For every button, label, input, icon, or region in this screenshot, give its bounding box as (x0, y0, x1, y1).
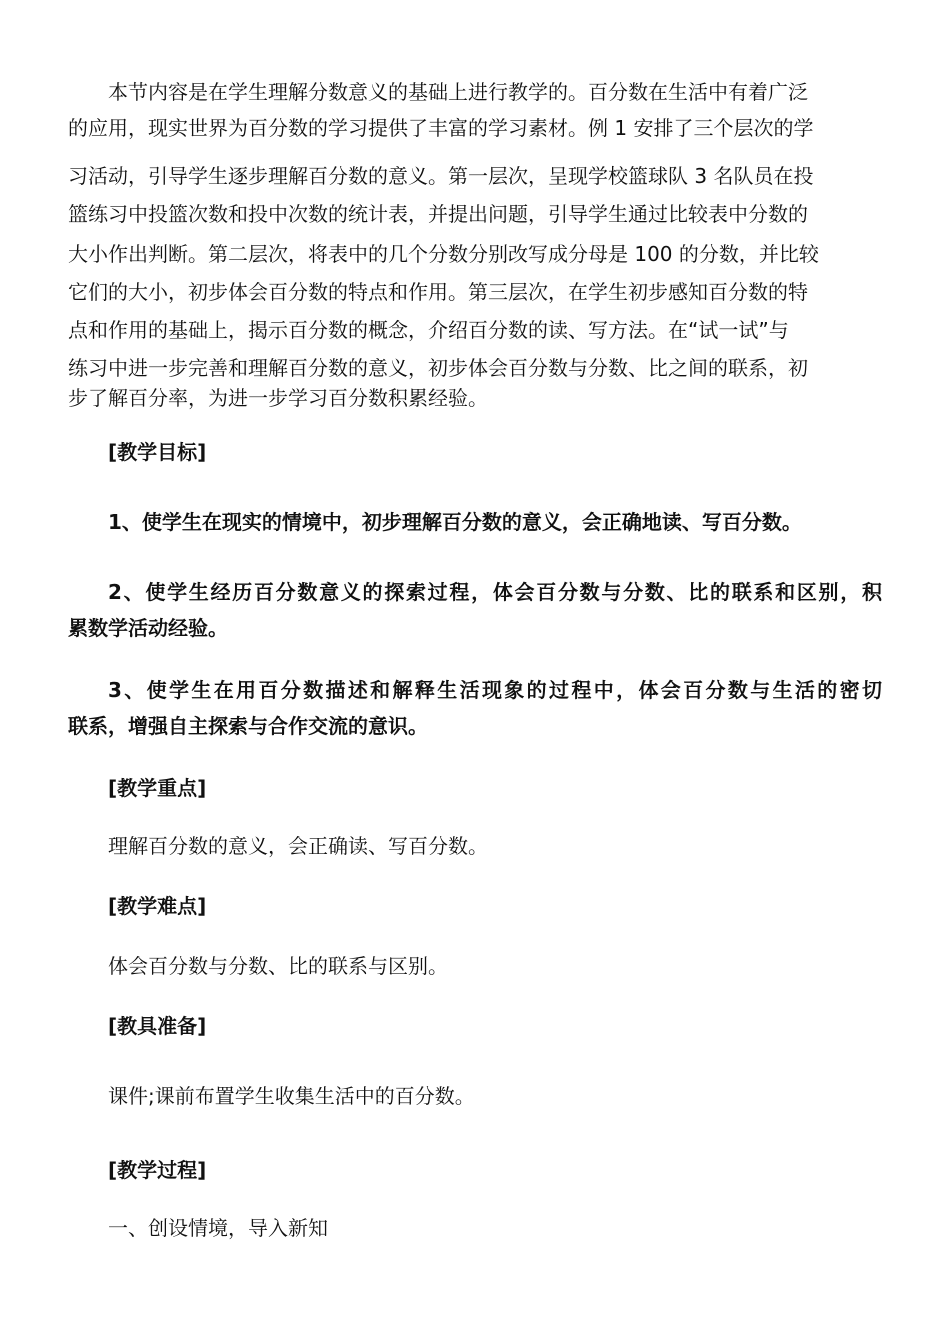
goal-item-2-line-2: 累数学活动经验。 (68, 616, 228, 640)
goals-heading: [教学目标] (108, 440, 207, 464)
difficulties-heading: [教学难点] (108, 894, 207, 918)
intro-line: 习活动，引导学生逐步理解百分数的意义。第一层次，呈现学校篮球队 3 名队员在投 (68, 164, 814, 188)
intro-line: 点和作用的基础上，揭示百分数的概念，介绍百分数的读、写方法。在“试一试”与 (68, 318, 789, 342)
materials-heading: [教具准备] (108, 1014, 207, 1038)
intro-line: 篮练习中投篮次数和投中次数的统计表，并提出问题，引导学生通过比较表中分数的 (68, 202, 808, 226)
intro-line: 它们的大小，初步体会百分数的特点和作用。第三层次，在学生初步感知百分数的特 (68, 280, 808, 304)
goal-item-3-line-2: 联系，增强自主探索与合作交流的意识。 (68, 714, 428, 738)
goal-item-1: 1、使学生在现实的情境中，初步理解百分数的意义，会正确地读、写百分数。 (108, 510, 802, 534)
intro-line: 步了解百分率，为进一步学习百分数积累经验。 (68, 386, 488, 410)
goal-item-2-line-1: 2、使学生经历百分数意义的探索过程，体会百分数与分数、比的联系和区别，积 (108, 580, 882, 604)
key-points-text: 理解百分数的意义，会正确读、写百分数。 (108, 834, 488, 858)
process-heading: [教学过程] (108, 1158, 207, 1182)
intro-line: 本节内容是在学生理解分数意义的基础上进行教学的。百分数在生活中有着广泛 (108, 80, 808, 104)
process-step-1: 一、创设情境，导入新知 (108, 1216, 328, 1240)
difficulties-text: 体会百分数与分数、比的联系与区别。 (108, 954, 448, 978)
intro-line: 练习中进一步完善和理解百分数的意义，初步体会百分数与分数、比之间的联系，初 (68, 356, 808, 380)
goal-item-2 (68, 576, 882, 644)
key-points-heading: [教学重点] (108, 776, 207, 800)
goal-item-3-line-1: 3、使学生在用百分数描述和解释生活现象的过程中，体会百分数与生活的密切 (108, 678, 882, 702)
goal-item-3 (68, 674, 882, 742)
intro-line: 大小作出判断。第二层次，将表中的几个分数分别改写成分母是 100 的分数，并比较 (68, 242, 819, 266)
intro-line: 的应用，现实世界为百分数的学习提供了丰富的学习素材。例 1 安排了三个层次的学 (68, 116, 814, 140)
materials-text: 课件;课前布置学生收集生活中的百分数。 (108, 1084, 475, 1108)
